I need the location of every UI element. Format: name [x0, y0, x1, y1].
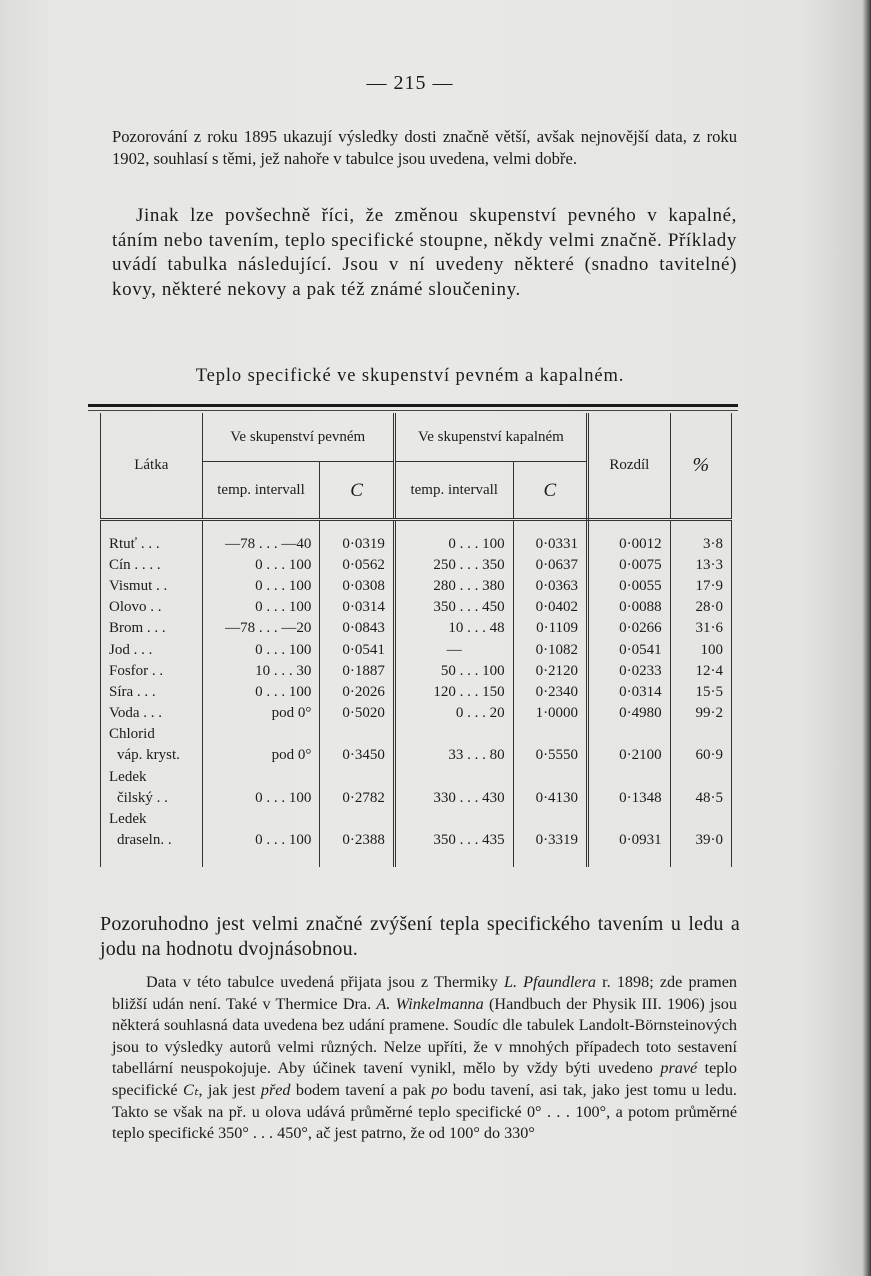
- table-row: [101, 830, 732, 867]
- cell-liquid-c: 0·1082: [513, 639, 587, 660]
- author-pfaundler: L. Pfaundlera: [503, 973, 596, 991]
- table-row: [101, 597, 732, 618]
- empty-cell: [670, 766, 731, 787]
- table-header-row: [101, 413, 732, 462]
- cell-solid-temp: pod 0°: [202, 703, 320, 724]
- cell-substance: čilský . .: [101, 787, 203, 808]
- cell-solid-c: 0·0308: [320, 575, 394, 596]
- cell-liquid-c: 0·2120: [513, 660, 587, 681]
- cell-solid-temp: —78 . . . —20: [202, 618, 320, 639]
- cell-liquid-c: 0·2340: [513, 681, 587, 702]
- empty-cell: [202, 724, 320, 745]
- header-percent: %: [670, 413, 731, 520]
- cell-liquid-temp: 50 . . . 100: [394, 660, 513, 681]
- table-body: [101, 520, 732, 867]
- paragraph-intro: Pozorování z roku 1895 ukazují výsledky dosti značně větší, avšak nejnovější data, z roku 1902, souhlasí s těmi, jež nahoře v tabulce jsou uvedena, velmi dobře.: [112, 127, 737, 168]
- cell-liquid-c: 0·3319: [513, 830, 587, 867]
- cell-difference: 0·0012: [588, 520, 671, 555]
- header-solid-c: C: [320, 462, 394, 520]
- empty-cell: [202, 808, 320, 829]
- cell-solid-temp: 0 . . . 100: [202, 830, 320, 867]
- cell-substance: Ledek: [101, 808, 203, 829]
- symbol-ct: Cₜ: [182, 1080, 199, 1099]
- text-run: Data v této tabulce uvedená přijata jsou z Thermiky: [146, 973, 504, 991]
- cell-liquid-temp: 330 . . . 430: [394, 787, 513, 808]
- cell-solid-temp: pod 0°: [202, 745, 320, 766]
- cell-substance: Olovo . .: [101, 597, 203, 618]
- cell-substance: váp. kryst.: [101, 745, 203, 766]
- page-number: — 215 —: [366, 72, 454, 94]
- cell-substance: Fosfor . .: [101, 660, 203, 681]
- cell-substance: Voda . . .: [101, 703, 203, 724]
- text-run: r. 1898; zde pramen bližší udán není. Také v Thermice Dra.: [112, 973, 737, 1013]
- empty-cell: [588, 808, 671, 829]
- empty-cell: [320, 766, 394, 787]
- cell-percent: 60·9: [670, 745, 731, 766]
- table-row: [101, 660, 732, 681]
- author-winkelmann: A. Winkelmanna: [376, 994, 484, 1013]
- header-difference: Rozdíl: [588, 413, 671, 520]
- cell-difference: 0·0266: [588, 618, 671, 639]
- table-title: Teplo specifické ve skupenství pevném a kapalném.: [195, 366, 625, 386]
- table-row: [101, 575, 732, 596]
- text-run: bodem tavení a pak: [290, 1080, 432, 1099]
- cell-percent: 12·4: [670, 660, 731, 681]
- cell-liquid-temp: 0 . . . 20: [394, 703, 513, 724]
- table-row: [101, 618, 732, 639]
- table-row-label-line: [101, 724, 732, 745]
- cell-solid-c: 0·0319: [320, 520, 394, 555]
- cell-difference: 0·0055: [588, 575, 671, 596]
- cell-liquid-c: 0·1109: [513, 618, 587, 639]
- table-row: [101, 639, 732, 660]
- cell-liquid-temp: 350 . . . 435: [394, 830, 513, 867]
- empty-cell: [320, 808, 394, 829]
- cell-difference: 0·0075: [588, 554, 671, 575]
- cell-liquid-c: 0·5550: [513, 745, 587, 766]
- cell-solid-c: 0·0314: [320, 597, 394, 618]
- cell-substance: Cín . . . .: [101, 554, 203, 575]
- cell-difference: 0·0233: [588, 660, 671, 681]
- text-run: , jak jest: [198, 1080, 261, 1099]
- cell-solid-temp: 0 . . . 100: [202, 575, 320, 596]
- empty-cell: [513, 808, 587, 829]
- cell-solid-c: 0·2026: [320, 681, 394, 702]
- cell-percent: 13·3: [670, 554, 731, 575]
- paragraph-melting: Jinak lze povšechně říci, že změnou skupenství pevného v kapalné, táním nebo tavením, teplo specifické stoupne, někdy velmi značně. Příklady uvádí tabulka následující. Jsou v ní uvedeny některé (snadno tavitelné) kovy, některé nekovy a pak též známé sloučeniny.: [112, 205, 737, 300]
- cell-liquid-temp: —: [394, 639, 513, 660]
- cell-solid-c: 0·3450: [320, 745, 394, 766]
- cell-difference: 0·0541: [588, 639, 671, 660]
- header-liquid-c: C: [513, 462, 587, 520]
- cell-solid-c: 0·5020: [320, 703, 394, 724]
- cell-liquid-temp: 120 . . . 150: [394, 681, 513, 702]
- table-row: [101, 745, 732, 766]
- table-top-rule-thin: [88, 410, 738, 411]
- empty-cell: [394, 766, 513, 787]
- cell-percent: 31·6: [670, 618, 731, 639]
- header-liquid-group: Ve skupenství kapalném: [394, 413, 587, 462]
- cell-percent: 15·5: [670, 681, 731, 702]
- cell-difference: 0·2100: [588, 745, 671, 766]
- cell-solid-c: 0·2388: [320, 830, 394, 867]
- cell-liquid-temp: 33 . . . 80: [394, 745, 513, 766]
- cell-solid-temp: 0 . . . 100: [202, 639, 320, 660]
- cell-solid-c: 0·2782: [320, 787, 394, 808]
- table-row: [101, 787, 732, 808]
- cell-solid-c: 0·0562: [320, 554, 394, 575]
- empty-cell: [394, 724, 513, 745]
- cell-percent: 17·9: [670, 575, 731, 596]
- cell-difference: 0·1348: [588, 787, 671, 808]
- empty-cell: [513, 766, 587, 787]
- cell-solid-c: 0·1887: [320, 660, 394, 681]
- empty-cell: [588, 766, 671, 787]
- cell-liquid-c: 0·0363: [513, 575, 587, 596]
- table-row: [101, 681, 732, 702]
- cell-percent: 3·8: [670, 520, 731, 555]
- cell-liquid-temp: 350 . . . 450: [394, 597, 513, 618]
- cell-solid-temp: 0 . . . 100: [202, 554, 320, 575]
- paragraph-sources: [112, 972, 737, 1145]
- table-row: [101, 554, 732, 575]
- emphasis-pred: před: [260, 1080, 291, 1099]
- cell-difference: 0·0314: [588, 681, 671, 702]
- cell-solid-temp: 0 . . . 100: [202, 597, 320, 618]
- header-solid-temp: temp. intervall: [202, 462, 320, 520]
- empty-cell: [202, 766, 320, 787]
- empty-cell: [670, 724, 731, 745]
- cell-liquid-temp: 10 . . . 48: [394, 618, 513, 639]
- empty-cell: [670, 808, 731, 829]
- cell-substance: Vismut . .: [101, 575, 203, 596]
- cell-liquid-temp: 250 . . . 350: [394, 554, 513, 575]
- text-run: (Handbuch der Physik III. 1906) jsou některá souhlasná data uvedena bez udání pramene. Soudíc dle tabulek Landolt-Börnsteinových jsou to výsledky autorů velmi různých. Nelze upříti, že v mnohých případech toto sestavení tabellární neuspokojuje. Aby účinek tavení vynikl, mělo by vždy býti uvedeno: [112, 994, 737, 1078]
- table-row: [101, 520, 732, 555]
- cell-difference: 0·4980: [588, 703, 671, 724]
- cell-liquid-c: 0·0637: [513, 554, 587, 575]
- cell-percent: 28·0: [670, 597, 731, 618]
- paragraph-remarkable: Pozoruhodno jest velmi značné zvýšení tepla specifického tavením u ledu a jodu na hodnotu dvojnásobnou.: [100, 913, 740, 960]
- cell-substance: Jod . . .: [101, 639, 203, 660]
- empty-cell: [513, 724, 587, 745]
- emphasis-po: po: [431, 1080, 448, 1099]
- empty-cell: [588, 724, 671, 745]
- cell-liquid-temp: 280 . . . 380: [394, 575, 513, 596]
- cell-percent: 99·2: [670, 703, 731, 724]
- cell-liquid-c: 0·0402: [513, 597, 587, 618]
- table-top-rule: [88, 404, 738, 407]
- cell-percent: 39·0: [670, 830, 731, 867]
- cell-solid-c: 0·0541: [320, 639, 394, 660]
- empty-cell: [394, 808, 513, 829]
- header-liquid-temp: temp. intervall: [394, 462, 513, 520]
- cell-difference: 0·0931: [588, 830, 671, 867]
- cell-substance: Rtuť . . .: [101, 520, 203, 555]
- cell-substance: Chlorid: [101, 724, 203, 745]
- cell-liquid-temp: 0 . . . 100: [394, 520, 513, 555]
- cell-substance: draseln. .: [101, 830, 203, 867]
- table-row-label-line: [101, 766, 732, 787]
- text-run: bodu tavení, asi tak, jako jest tomu u ledu. Takto se však na př. u olova udává průměrné teplo specifické 0° . . . 100°, a potom průměrné teplo specifické 350° . . . 450°, ač jest patrno, že od 100° do 330°: [112, 1080, 737, 1143]
- empty-cell: [320, 724, 394, 745]
- cell-difference: 0·0088: [588, 597, 671, 618]
- emphasis-prave: pravé: [660, 1059, 698, 1078]
- cell-substance: Ledek: [101, 766, 203, 787]
- cell-substance: Síra . . .: [101, 681, 203, 702]
- table-row: [101, 703, 732, 724]
- header-substance: Látka: [101, 413, 203, 520]
- cell-percent: 48·5: [670, 787, 731, 808]
- table-row-label-line: [101, 808, 732, 829]
- cell-solid-temp: 0 . . . 100: [202, 787, 320, 808]
- cell-solid-temp: —78 . . . —40: [202, 520, 320, 555]
- cell-liquid-c: 1·0000: [513, 703, 587, 724]
- cell-solid-temp: 10 . . . 30: [202, 660, 320, 681]
- cell-solid-temp: 0 . . . 100: [202, 681, 320, 702]
- text-run: teplo specifické: [112, 1059, 737, 1099]
- header-solid-group: Ve skupenství pevném: [202, 413, 394, 462]
- cell-solid-c: 0·0843: [320, 618, 394, 639]
- specific-heat-table: [100, 413, 732, 867]
- cell-liquid-c: 0·0331: [513, 520, 587, 555]
- cell-substance: Brom . . .: [101, 618, 203, 639]
- cell-percent: 100: [670, 639, 731, 660]
- cell-liquid-c: 0·4130: [513, 787, 587, 808]
